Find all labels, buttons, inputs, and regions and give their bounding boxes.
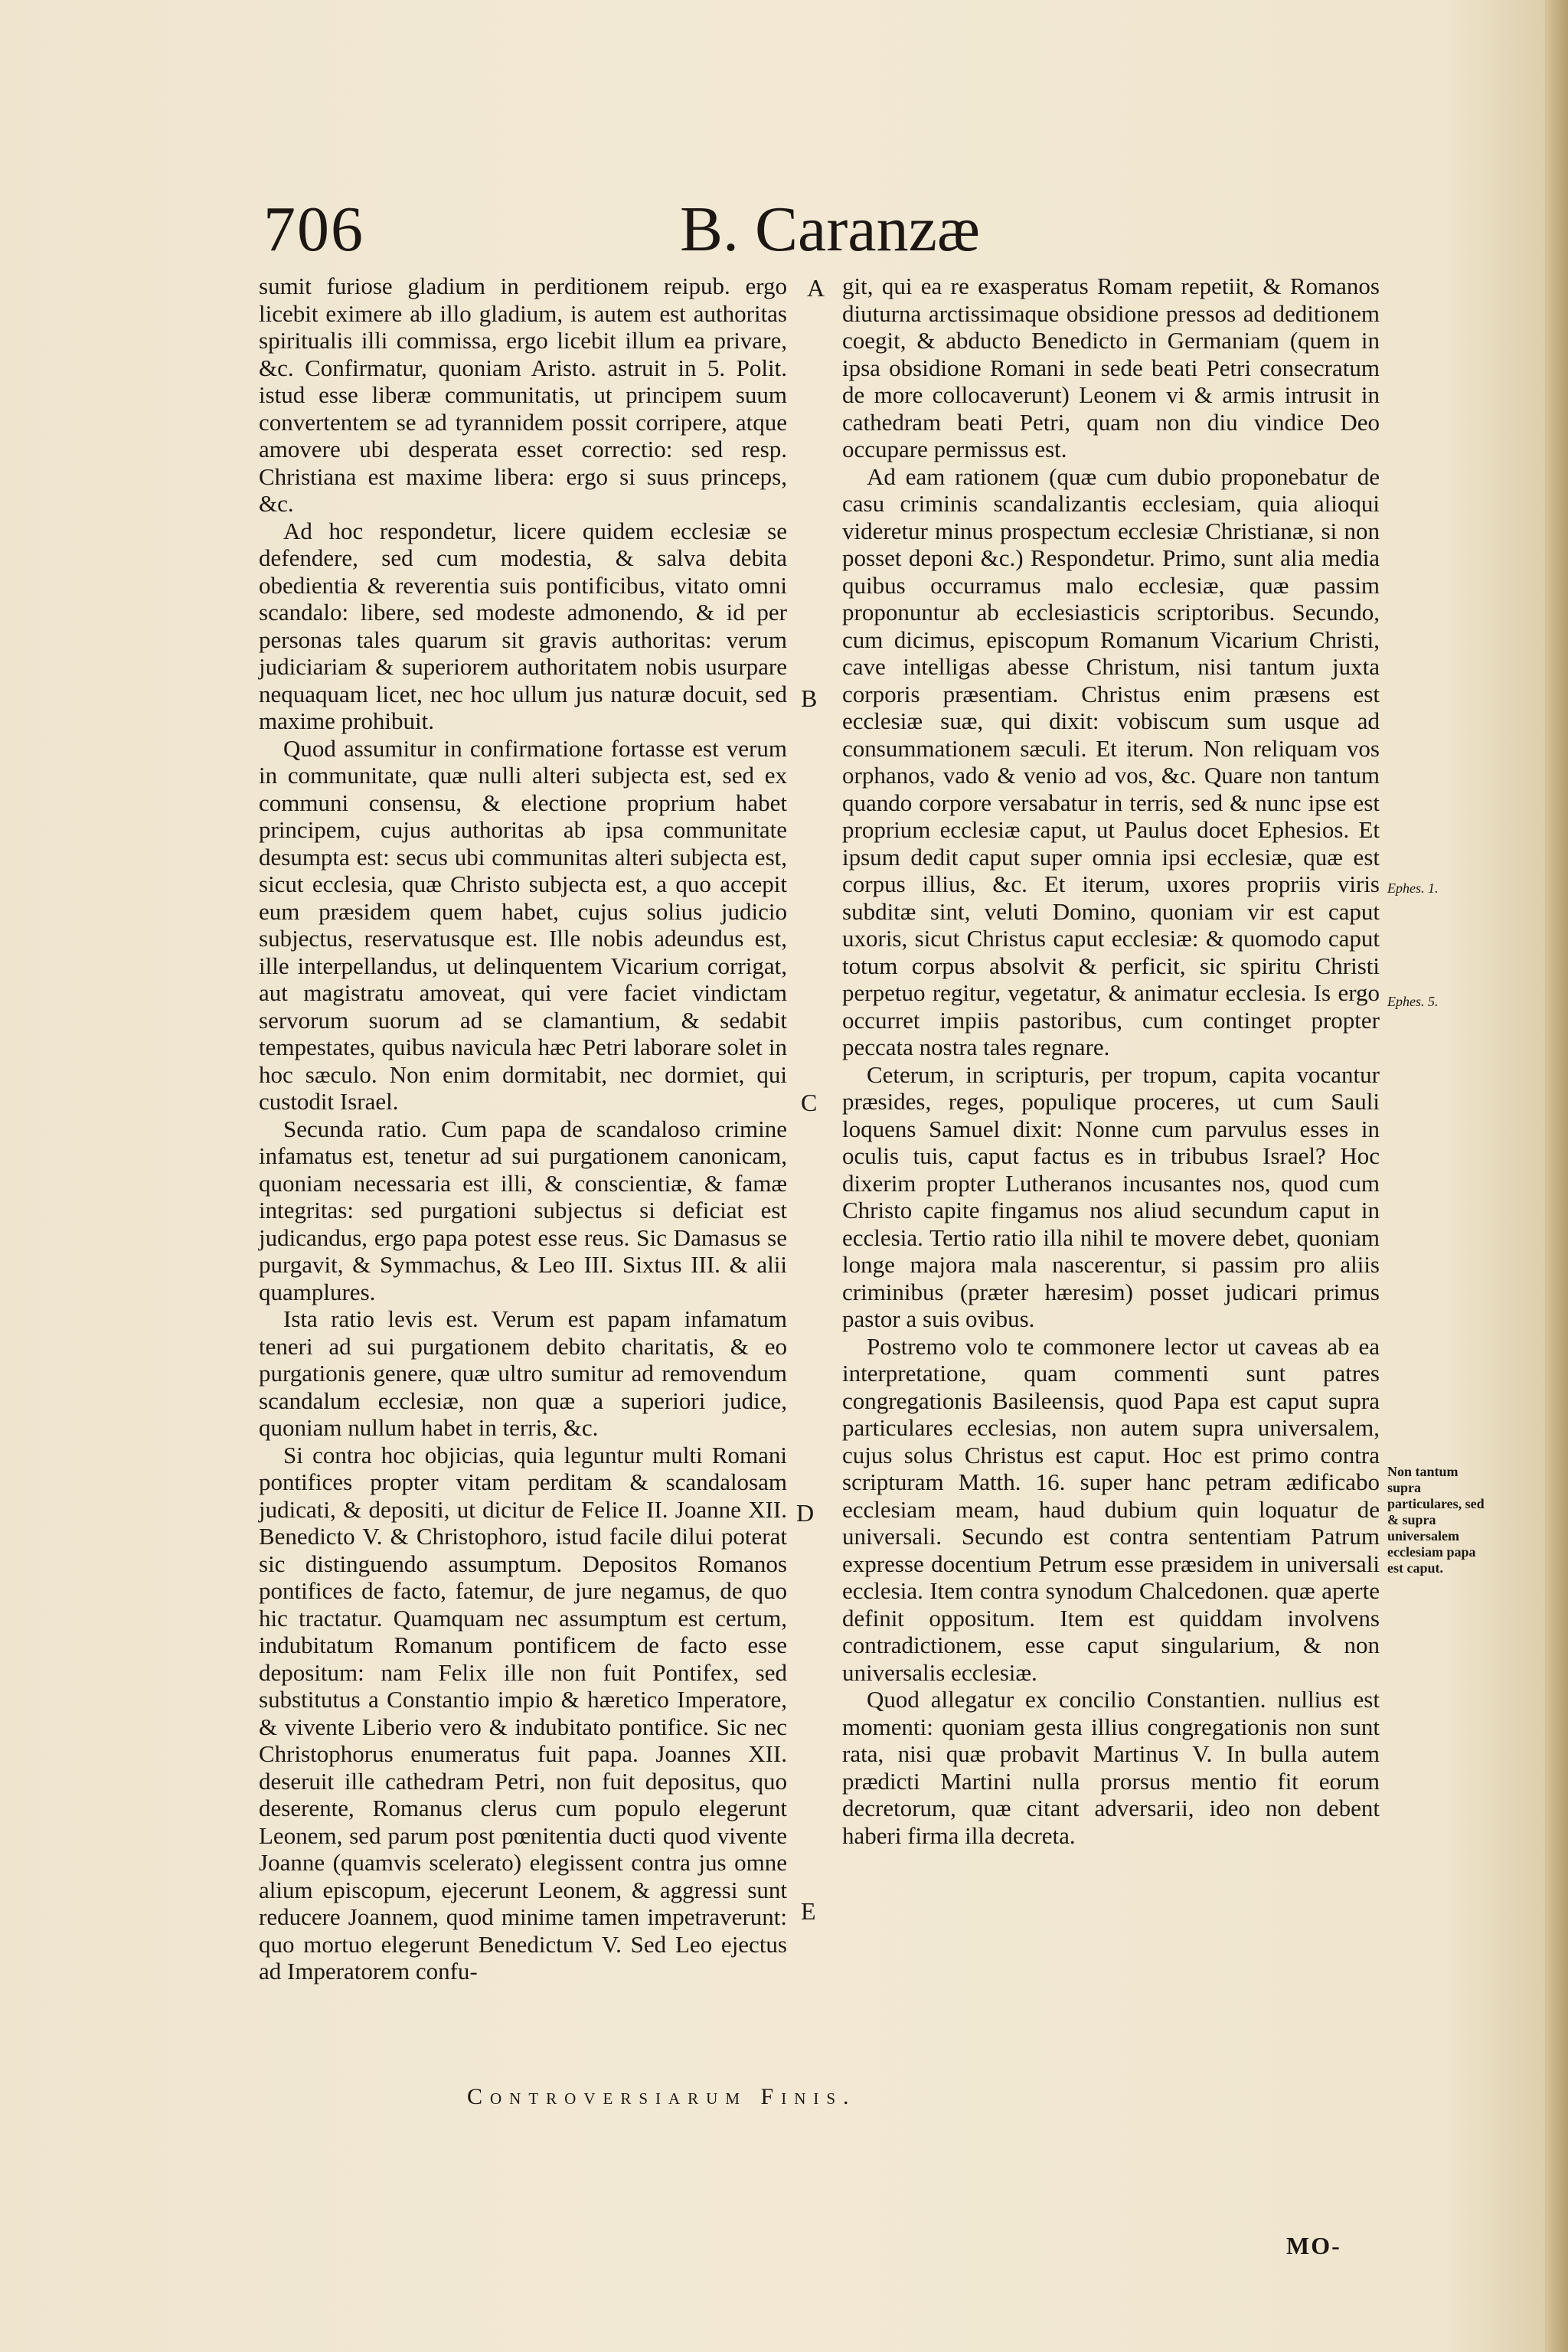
running-head: B. Caranzæ [680,194,980,265]
right-column [842,273,1380,1849]
paragraph: sumit furiose gladium in perditionem reipub. ergo licebit eximere ab illo gladium, is autem est authoritas spiritualis illi commissa, ergo licebit illum ea privare, &c. Confirmatur, quoniam Aristo. astruit in 5. Polit. istud esse liberæ communitatis, ut principem suum convertentem se ad tyrannidem possit corripere, atque amovere ubi desperata esset correctio: sed resp. Christiana est maxime libera: ergo si suus princeps, &c. [259,273,787,517]
paragraph: Secunda ratio. Cum papa de scandaloso crimine infamatus est, tenetur ad sui purgationem canonicam, quoniam necessaria est illi, & conscientiæ, & famæ integritas: sed purgationi subjectus si deficiat est judicandus, ergo papa potest esse reus. Sic Damasus se purgavit, & Symmachus, & Leo III. Sixtus III. & alii quamplures. [259,1115,787,1305]
paragraph: Ista ratio levis est. Verum est papam infamatum teneri ad sui purgationem debito charitatis, & eo purgationis genere, quæ ultro sumitur ad removendum scandalum ecclesiæ, non quæ a superiori judice, quoniam nullum habet in terris, &c. [259,1305,787,1441]
section-letter-d: D [796,1499,815,1527]
section-letter-c: C [801,1089,818,1116]
paragraph: Ad eam rationem (quæ cum dubio proponebatur de casu criminis scandalizantis ecclesiam, quia alioqui videretur minus prospectum ecclesiæ Christianæ, si non posset deponi &c.) Respondetur. Primo, sunt alia media quibus occurramus malo ecclesiæ, quæ passim proponuntur ab ecclesiasticis scriptoribus. Secundo, cum dicimus, episcopum Romanum Vicarium Christi, cave intelligas abesse Christum, nisi tantum juxta corporis præsentiam. Christus enim præsens est ecclesiæ suæ, qui dixit: vobiscum sum usque ad consummationem sæculi. Et iterum. Non reliquam vos orphanos, vado & venio ad vos, &c. Quare non tantum quando corpore versabatur in terris, sed & nunc ipse est proprium ecclesiæ caput, ut Paulus docet Ephesios. Et ipsum dedit caput super omnia ipsi ecclesiæ, quæ est corpus illius, &c. Et iterum, uxores propriis viris subditæ sint, veluti Domino, quoniam vir est caput uxoris, sicut Christus caput ecclesiæ: & quomodo caput totum corpus absolvit & perficit, sic spiritu Christi perpetuo regitur, vegetatur, & animatur ecclesia. Is ergo occurret impiis pastoribus, cum continget propter peccata nostra tales regnare. [842,462,1380,1060]
left-column [259,273,787,1985]
finis-line: Controversiarum Finis. [467,2084,857,2109]
paragraph: git, qui ea re exasperatus Romam repetiit, & Romanos diuturna arctissimaque obsidione pressos ad deditionem coegit, & abducto Benedicto in Germaniam (quem in ipsa obsidione Romani in sede beati Petri consecratum de more collocaverunt) Leonem vi & armis intrusit in cathedram beati Petri, quam non diu vindice Deo occupare permissus est. [842,273,1380,462]
paragraph: Postremo volo te commonere lector ut caveas ab ea interpretatione, quam commenti sunt patres congregationis Basileensis, quod Papa est caput supra particulares ecclesias, non autem supra universalem, cujus solus Christus est caput. Hoc est primo contra scripturam Matth. 16. super hanc petram ædificabo ecclesiam meam, haud dubium quin loquatur de universali. Secundo est contra sententiam Patrum expresse docentium Petrum esse præsidem in universali ecclesia. Item contra synodum Chalcedonen. quæ aperte definit oppositum. Item est quiddam involvens contradictionem, esse caput singularium, & non universalis ecclesiæ. [842,1332,1380,1686]
side-note-ephesians-5: Ephes. 5. [1387,994,1439,1009]
side-note-universal-head: Non tantum supra particulares, sed & supra universalem ecclesiam papa est caput. [1387,1464,1485,1576]
section-letter-b: B [801,684,818,712]
paragraph: Quod allegatur ex concilio Constantien. nullius est momenti: quoniam gesta illius congregationis non sunt rata, nisi quæ probavit Martinus V. In bulla autem prædicti Martini nulla prorsus mentio fit eorum decretorum, quæ citant adversarii, ideo non debent haberi firma illa decreta. [842,1686,1380,1849]
section-letter-a: A [807,274,825,302]
side-note-ephesians-1: Ephes. 1. [1387,880,1439,896]
catchword: MO- [1286,2232,1341,2259]
paragraph: Si contra hoc objicias, quia leguntur multi Romani pontifices propter vitam perditam & scandalosam judicati, & depositi, ut dicitur de Felice II. Joanne XII. Benedicto V. & Christophoro, istud facile dilui poterat sic distinguendo assumptum. Depositos Romanos pontifices de facto, fatemur, de jure negamus, de quo hic tractatur. Quamquam nec assumptum est certum, indubitatum Romanum pontificem de facto esse depositum: nam Felix ille non fuit Pontifex, sed substitutus a Constantio impio & hæretico Imperatore, & vivente Liberio vero & indubitato pontifice. Sic nec Christophorus enumeratus fuit papa. Joannes XII. deseruit ille cathedram Petri, non fuit depositus, quo deserente, Romanus clerus cum populo elegerunt Leonem, sed parum post pœnitentia ducti quod vivente Joanne (quamvis scelerato) elegissent contra jus omne alium episcopum, ejecerunt Leonem, & aggressi sunt reducere Joannem, quod minime tamen impetraverunt: quo mortuo elegerunt Benedictum V. Sed Leo ejectus ad Imperatorem confu- [259,1441,787,1984]
page-gutter-shadow [1545,0,1568,2352]
paragraph: Ad hoc respondetur, licere quidem ecclesiæ se defendere, sed cum modestia, & salva debita obedientia & reverentia suis pontificibus, vitato omni scandalo: libere, sed modeste admonendo, & id per personas tales quarum sit gravis authoritas: verum judiciariam & superiorem authoritatem nobis usurpare nequaquam licet, nec hoc ullum jus naturæ docuit, sed maxime prohibuit. [259,517,787,734]
page-number: 706 [263,194,364,265]
paragraph: Ceterum, in scripturis, per tropum, capita vocantur præsides, reges, populique proceres, ut cum Sauli loquens Samuel dixit: Nonne cum parvulus esses in oculis tuis, caput factus es in tribubus Israel? Hoc dixerim propter Lutheranos incusantes nos, quod cum Christo capite fingamus nos aliud secundum caput in ecclesia. Tertio ratio illa nihil te movere debet, quoniam longe majora mala nascerentur, si passim pro aliis criminibus (præter hæresim) posset judicari primus pastor a suis ovibus. [842,1060,1380,1332]
section-letter-e: E [801,1897,816,1925]
paragraph: Quod assumitur in confirmatione fortasse est verum in communitate, quæ nulli alteri subjecta est, sed ex communi consensu, & electione proprium habet principem, cujus authoritas ab ipsa communitate desumpta est: secus ubi communitas alteri subjecta est, sicut ecclesia, quæ Christo subjecta est, a quo accepit eum præsidem quem habet, cujus solius judicio subjectus, reservatusque est. Ille nobis adeundus est, ille interpellandus, ut delinquentem Vicarium corrigat, aut magistratu amoveat, qui vere faciet vindictam servorum suorum ad se clamantium, & sedabit tempestates, quibus navicula hæc Petri laborare solet in hoc sæculo. Non enim dormitabit, nec dormiet, qui custodit Israel. [259,734,787,1115]
